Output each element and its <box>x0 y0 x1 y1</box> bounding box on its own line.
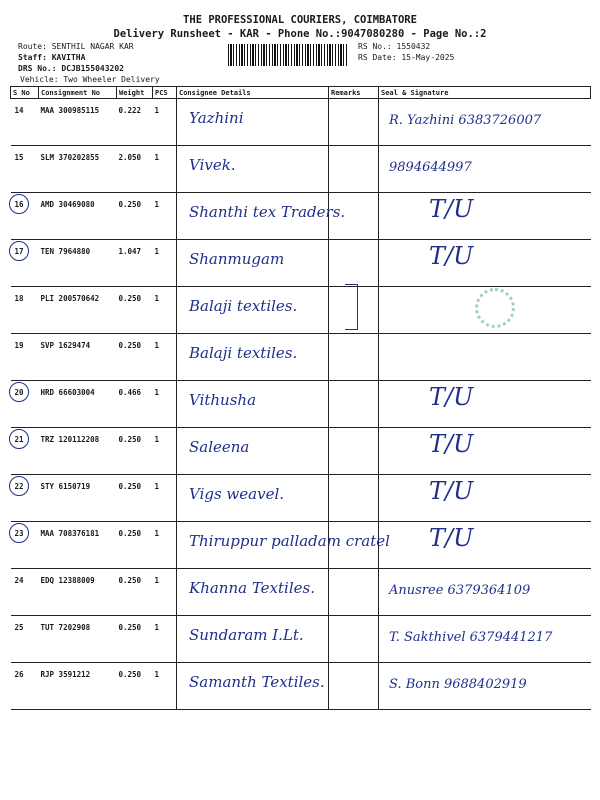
signature-handwriting: T/U <box>429 383 474 411</box>
cell-remarks <box>329 193 379 240</box>
cell-weight <box>117 663 153 710</box>
consignee-handwriting: Samanth Textiles. <box>189 673 325 691</box>
cell-weight <box>117 475 153 522</box>
cell-sno-text: 19 <box>14 341 24 350</box>
cell-consignment-text: AMD 30469080 <box>40 200 95 209</box>
cell-consignee <box>177 569 329 616</box>
cell-signature <box>379 99 591 146</box>
cell-consignee <box>177 146 329 193</box>
signature-handwriting: 9894644997 <box>389 160 472 175</box>
cell-consignee <box>177 475 329 522</box>
signature-handwriting: T/U <box>429 524 474 552</box>
cell-pcs <box>153 287 177 334</box>
cell-consignment-text: TRZ 120112208 <box>40 435 100 444</box>
cell-weight <box>117 99 153 146</box>
cell-consignment-text: SVP 1629474 <box>40 341 91 350</box>
cell-remarks <box>329 334 379 381</box>
cell-weight-text: 0.222 <box>118 106 142 115</box>
cell-remarks <box>329 428 379 475</box>
cell-consignee <box>177 334 329 381</box>
cell-pcs <box>153 146 177 193</box>
cell-remarks <box>329 616 379 663</box>
cell-consignment <box>39 569 117 616</box>
cell-consignee <box>177 663 329 710</box>
cell-sno-text: 21 <box>14 435 24 444</box>
cell-weight-text: 0.250 <box>118 341 142 350</box>
col-signature: Seal & Signature <box>379 87 591 99</box>
cell-pcs-text: 1 <box>154 388 160 397</box>
cell-consignment <box>39 616 117 663</box>
cell-pcs <box>153 240 177 287</box>
cell-signature <box>379 193 591 240</box>
cell-pcs <box>153 569 177 616</box>
cell-consignee <box>177 193 346 240</box>
cell-sno <box>11 146 39 193</box>
consignee-handwriting: Shanmugam <box>189 250 285 268</box>
cell-consignment-text: EDQ 12388009 <box>40 576 95 585</box>
cell-consignment <box>39 381 117 428</box>
cell-signature <box>379 522 591 569</box>
drs-label: DRS No.: DCJB155043202 <box>18 64 124 73</box>
cell-weight-text: 0.250 <box>118 576 142 585</box>
col-consignment: Consignment No <box>39 87 117 99</box>
cell-pcs-text: 1 <box>154 247 160 256</box>
signature-handwriting: S. Bonn 9688402919 <box>389 677 527 692</box>
cell-sno <box>11 381 39 428</box>
consignee-handwriting: Saleena <box>189 438 250 456</box>
cell-weight <box>117 240 153 287</box>
cell-consignee <box>177 381 329 428</box>
barcode <box>228 44 348 66</box>
signature-handwriting: T/U <box>429 430 474 458</box>
cell-weight-text: 0.466 <box>118 388 142 397</box>
signature-handwriting: T. Sakthivel 6379441217 <box>389 630 553 645</box>
cell-sno-text: 18 <box>14 294 24 303</box>
circle-mark <box>9 382 29 402</box>
vehicle-label: Vehicle: Two Wheeler Delivery <box>20 75 160 84</box>
consignee-handwriting: Shanthi tex Traders. <box>189 203 346 221</box>
cell-consignment-text: TUT 7202908 <box>40 623 91 632</box>
cell-pcs-text: 1 <box>154 106 160 115</box>
cell-signature <box>379 616 591 663</box>
cell-sno <box>11 616 39 663</box>
cell-consignment-text: MAA 300985115 <box>40 106 100 115</box>
cell-weight <box>117 616 153 663</box>
cell-consignment-text: MAA 708376181 <box>40 529 100 538</box>
cell-remarks <box>329 99 379 146</box>
cell-weight-text: 0.250 <box>118 670 142 679</box>
staff-label: Staff: KAVITHA <box>18 53 86 62</box>
table-row <box>11 475 591 522</box>
remarks-bracket <box>345 284 358 330</box>
signature-handwriting: T/U <box>429 195 474 223</box>
company-title: THE PROFESSIONAL COURIERS, COIMBATORE <box>183 14 417 26</box>
cell-remarks <box>329 475 379 522</box>
table-row <box>11 522 591 569</box>
cell-consignment-text: SLM 370202855 <box>40 153 100 162</box>
cell-weight-text: 0.250 <box>118 623 142 632</box>
cell-consignment <box>39 475 117 522</box>
circle-mark <box>9 429 29 449</box>
col-pcs: PCS <box>153 87 177 99</box>
cell-pcs-text: 1 <box>154 482 160 491</box>
cell-sno <box>11 428 39 475</box>
cell-pcs-text: 1 <box>154 670 160 679</box>
cell-sno <box>11 663 39 710</box>
cell-sno-text: 20 <box>14 388 24 397</box>
table-header-row <box>11 87 591 99</box>
rs-date-label: RS Date: 15-May-2025 <box>358 53 455 62</box>
signature-handwriting: Anusree 6379364109 <box>389 583 531 598</box>
cell-consignment <box>39 99 117 146</box>
table-row <box>11 616 591 663</box>
cell-weight-text: 0.250 <box>118 294 142 303</box>
col-sno: S No <box>11 87 39 99</box>
cell-remarks <box>329 146 379 193</box>
cell-weight-text: 2.050 <box>118 153 142 162</box>
cell-pcs <box>153 193 177 240</box>
consignee-handwriting: Balaji textiles. <box>189 344 298 362</box>
cell-weight-text: 0.250 <box>118 200 142 209</box>
cell-consignee <box>177 616 329 663</box>
table-row <box>11 663 591 710</box>
cell-consignee <box>177 522 390 569</box>
signature-handwriting: R. Yazhini 6383726007 <box>389 113 542 128</box>
cell-consignee <box>177 287 329 334</box>
runsheet-table <box>10 86 591 710</box>
cell-consignment <box>39 287 117 334</box>
cell-signature <box>379 146 591 193</box>
cell-consignee <box>177 428 329 475</box>
cell-consignment <box>39 334 117 381</box>
cell-pcs <box>153 334 177 381</box>
cell-pcs-text: 1 <box>154 200 160 209</box>
cell-pcs <box>153 522 177 569</box>
cell-weight <box>117 146 153 193</box>
cell-pcs-text: 1 <box>154 435 160 444</box>
cell-pcs-text: 1 <box>154 576 160 585</box>
consignee-handwriting: Vithusha <box>189 391 257 409</box>
col-remarks: Remarks <box>329 87 379 99</box>
cell-sno-text: 15 <box>14 153 24 162</box>
consignee-handwriting: Vigs weavel. <box>189 485 285 503</box>
cell-consignment-text: HRD 66603004 <box>40 388 95 397</box>
signature-handwriting: T/U <box>429 477 474 505</box>
cell-sno-text: 24 <box>14 576 24 585</box>
cell-consignee <box>177 99 329 146</box>
cell-pcs-text: 1 <box>154 623 160 632</box>
cell-pcs <box>153 99 177 146</box>
cell-consignment <box>39 146 117 193</box>
table-row <box>11 381 591 428</box>
cell-remarks <box>329 240 379 287</box>
cell-weight <box>117 381 153 428</box>
cell-weight-text: 0.250 <box>118 435 142 444</box>
cell-consignment <box>39 522 117 569</box>
table-row <box>11 146 591 193</box>
circle-mark <box>9 241 29 261</box>
cell-sno <box>11 522 39 569</box>
cell-signature <box>379 240 591 287</box>
cell-signature <box>379 428 591 475</box>
route-label: Route: SENTHIL NAGAR KAR <box>18 42 134 51</box>
table-row <box>11 334 591 381</box>
cell-sno-text: 25 <box>14 623 24 632</box>
cell-weight <box>117 287 153 334</box>
circle-mark <box>9 523 29 543</box>
cell-consignment-text: STY 6150719 <box>40 482 91 491</box>
cell-weight <box>117 193 153 240</box>
cell-consignment-text: RJP 3591212 <box>40 670 91 679</box>
cell-signature <box>379 475 591 522</box>
cell-pcs-text: 1 <box>154 153 160 162</box>
cell-sno <box>11 240 39 287</box>
cell-sno <box>11 334 39 381</box>
table-row <box>11 569 591 616</box>
cell-pcs <box>153 475 177 522</box>
cell-signature <box>379 663 591 710</box>
cell-consignee <box>177 240 329 287</box>
table-row <box>11 240 591 287</box>
cell-weight <box>117 569 153 616</box>
cell-signature <box>379 334 591 381</box>
cell-pcs-text: 1 <box>154 529 160 538</box>
cell-remarks <box>329 663 379 710</box>
circle-mark <box>9 194 29 214</box>
runsheet-subtitle: Delivery Runsheet - KAR - Phone No.:9047080280 - Page No.:2 <box>113 28 487 40</box>
cell-consignment <box>39 428 117 475</box>
cell-pcs-text: 1 <box>154 294 160 303</box>
consignee-handwriting: Vivek. <box>189 156 236 174</box>
cell-sno-text: 26 <box>14 670 24 679</box>
circle-mark <box>9 476 29 496</box>
cell-weight <box>117 428 153 475</box>
cell-consignment-text: TEN 7964880 <box>40 247 91 256</box>
signature-handwriting: T/U <box>429 242 474 270</box>
cell-sno <box>11 287 39 334</box>
table-row <box>11 428 591 475</box>
cell-sno <box>11 569 39 616</box>
cell-sno-text: 16 <box>14 200 24 209</box>
cell-consignment <box>39 663 117 710</box>
cell-sno-text: 17 <box>14 247 24 256</box>
consignee-handwriting: Thiruppur palladam cratel <box>189 532 390 550</box>
cell-pcs <box>153 381 177 428</box>
cell-consignment <box>39 193 117 240</box>
cell-signature <box>379 381 591 428</box>
cell-consignment-text: PLI 200570642 <box>40 294 100 303</box>
cell-pcs <box>153 616 177 663</box>
cell-pcs <box>153 428 177 475</box>
consignee-handwriting: Khanna Textiles. <box>189 579 315 597</box>
consignee-handwriting: Balaji textiles. <box>189 297 298 315</box>
cell-remarks <box>329 522 379 569</box>
cell-sno <box>11 193 39 240</box>
table-row <box>11 99 591 146</box>
cell-remarks <box>329 569 379 616</box>
cell-pcs <box>153 663 177 710</box>
consignee-handwriting: Sundaram I.Lt. <box>189 626 304 644</box>
stamp-seal <box>475 288 515 328</box>
cell-sno-text: 22 <box>14 482 24 491</box>
consignee-handwriting: Yazhini <box>189 109 244 127</box>
cell-weight-text: 0.250 <box>118 529 142 538</box>
rs-no-label: RS No.: 1550432 <box>358 42 431 51</box>
cell-consignment <box>39 240 117 287</box>
cell-weight <box>117 334 153 381</box>
cell-weight-text: 0.250 <box>118 482 142 491</box>
cell-sno <box>11 475 39 522</box>
col-consignee: Consignee Details <box>177 87 329 99</box>
table-row <box>11 193 591 240</box>
cell-signature <box>379 569 591 616</box>
cell-sno-text: 23 <box>14 529 24 538</box>
col-weight: Weight <box>117 87 153 99</box>
cell-sno-text: 14 <box>14 106 24 115</box>
cell-pcs-text: 1 <box>154 341 160 350</box>
cell-sno <box>11 99 39 146</box>
cell-weight-text: 1.047 <box>118 247 142 256</box>
cell-remarks <box>329 381 379 428</box>
cell-weight <box>117 522 153 569</box>
